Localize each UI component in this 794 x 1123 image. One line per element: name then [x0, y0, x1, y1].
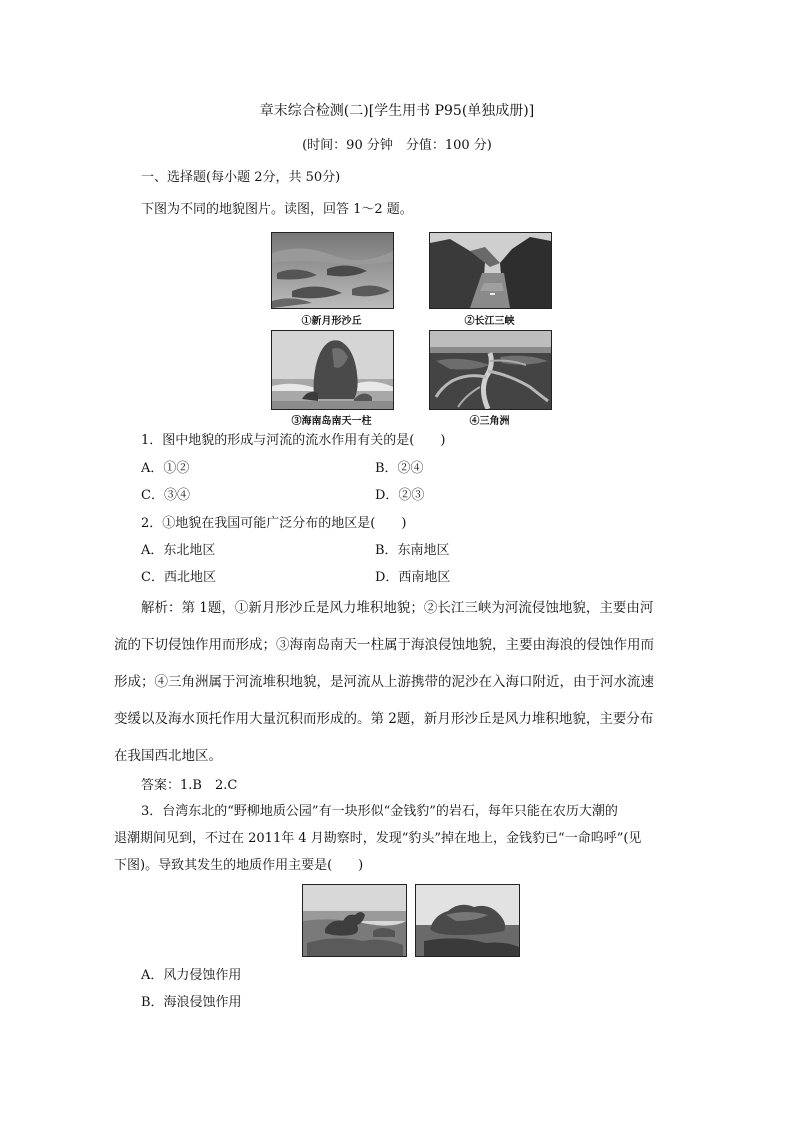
q2-option-c[interactable]: C．西北地区	[141, 570, 216, 585]
analysis-line: 解析：第 1题，①新月形沙丘是风力堆积地貌；②长江三峡为河流侵蚀地貌，主要由河	[141, 600, 654, 616]
exam-meta: (时间：90 分钟 分值：100 分)	[302, 138, 492, 153]
section-heading: 一、选择题(每小题 2分，共 50分)	[141, 170, 341, 185]
caption-4: ④三角洲	[469, 416, 510, 427]
analysis-line: 流的下切侵蚀作用而形成；③海南岛南天一柱属于海浪侵蚀地貌，主要由海浪的侵蚀作用而	[114, 637, 654, 653]
q2-stem: 2．①地貌在我国可能广泛分布的地区是( )	[141, 516, 407, 531]
q1-option-c[interactable]: C．③④	[141, 488, 190, 503]
q2-option-b[interactable]: B．东南地区	[375, 543, 450, 558]
analysis-line: 变缓以及海水顶托作用大量沉积而形成的。第 2题，新月形沙丘是风力堆积地貌，主要分布	[114, 711, 654, 727]
q3-line: 下图)。导致其发生的地质作用主要是( )	[114, 858, 364, 873]
q3-option-a[interactable]: A．风力侵蚀作用	[141, 968, 242, 983]
q1-option-a[interactable]: A．①②	[141, 461, 190, 476]
q3-option-b[interactable]: B．海浪侵蚀作用	[141, 995, 242, 1010]
q2-option-d[interactable]: D．西南地区	[375, 570, 451, 585]
page-title: 章末综合检测(二)[学生用书 P95(单独成册)]	[259, 103, 535, 119]
analysis-block	[114, 590, 681, 775]
q1-stem: 1．图中地貌的形成与河流的流水作用有关的是( )	[141, 433, 446, 448]
photo-leopard-rock-before	[302, 884, 407, 957]
photo-delta	[429, 330, 552, 410]
analysis-line: 形成；④三角洲属于河流堆积地貌，是河流从上游携带的泥沙在入海口附近，由于河水流速	[114, 674, 654, 690]
caption-3: ③海南岛南天一柱	[291, 416, 372, 427]
photo-yangtze-gorges	[429, 232, 552, 309]
photo-crescent-dunes	[271, 232, 394, 309]
q3-line: 退潮期间见到，不过在 2011年 4 月勘察时，发现“豹头”掉在地上，金钱豹已“一命呜呼”(见	[114, 831, 642, 846]
section-intro: 下图为不同的地貌图片。读图，回答 1～2 题。	[141, 202, 413, 217]
q2-option-a[interactable]: A．东北地区	[141, 543, 216, 558]
q1-option-b[interactable]: B．②④	[375, 461, 424, 476]
photo-sea-pillar	[271, 330, 394, 410]
q3-line: 3．台湾东北的“野柳地质公园”有一块形似“金钱豹”的岩石，每年只能在农历大潮的	[141, 804, 618, 819]
answer-line: 答案：1.B 2.C	[141, 778, 238, 793]
photo-leopard-rock-after	[415, 884, 520, 957]
analysis-line: 在我国西北地区。	[114, 748, 222, 764]
q1-option-d[interactable]: D．②③	[375, 488, 425, 503]
caption-2: ②长江三峡	[464, 316, 515, 327]
caption-1: ①新月形沙丘	[301, 316, 362, 327]
